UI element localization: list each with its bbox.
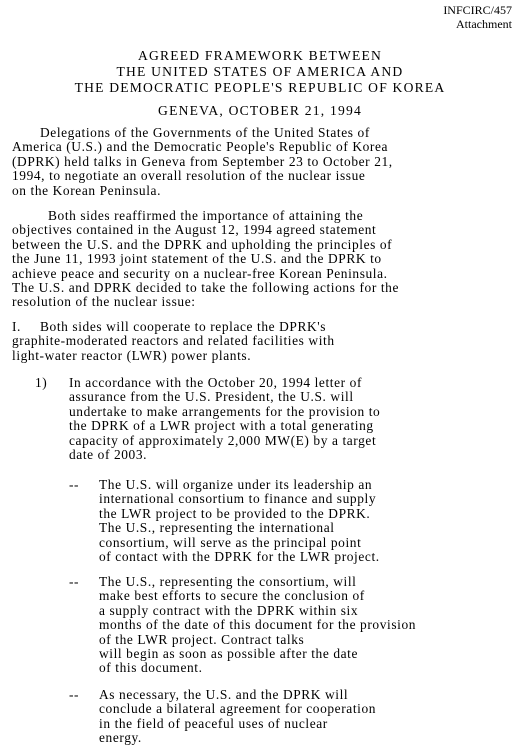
bullet-marker: -- (69, 574, 80, 589)
text-line: As necessary, the U.S. and the DPRK will (99, 687, 349, 702)
text-line: light-water reactor (LWR) power plants. (12, 347, 252, 363)
paragraph-delegations (12, 126, 393, 198)
text-line: The U.S. and DPRK decided to take the following actions for the (12, 280, 399, 296)
bullet-marker: -- (69, 687, 80, 702)
text-line: the DPRK of a LWR project with a total generating (69, 418, 374, 434)
text-line: America (U.S.) and the Democratic People's Republic of Korea (12, 139, 389, 155)
text-line: 1994, to negotiate an overall resolution of the nuclear issue (12, 168, 366, 184)
text-line: between the U.S. and the DPRK and upholding the principles of (12, 236, 393, 252)
bullet-bilateral-agreement-text (99, 688, 376, 746)
text-line: achieve peace and security on a nuclear-free Korean Peninsula. (12, 265, 388, 281)
text-line: conclude a bilateral agreement for cooperation (99, 701, 377, 717)
dateline: GENEVA, OCTOBER 21, 1994 (158, 103, 362, 118)
text-line: assurance from the U.S. President, the U.S. will (69, 389, 354, 405)
item-1-text (69, 376, 380, 462)
paragraph-objectives (12, 209, 399, 310)
reference-code: INFCIRC/457 (443, 3, 512, 17)
title-line: THE UNITED STATES OF AMERICA AND (116, 64, 404, 79)
text-line: make best efforts to secure the conclusion of (99, 588, 365, 604)
text-line: In accordance with the October 20, 1994 letter of (69, 375, 363, 390)
text-line: energy. (99, 730, 142, 746)
text-line: months of the date of this document for the provision (99, 617, 417, 633)
title-line: AGREED FRAMEWORK BETWEEN (137, 48, 383, 63)
text-line: Both sides will cooperate to replace the DPRK's (40, 319, 327, 334)
text-line: international consortium to finance and supply (99, 491, 377, 507)
text-line: objectives contained in the August 12, 1994 agreed statement (12, 222, 377, 238)
document-reference (443, 3, 512, 31)
document-title (0, 48, 520, 96)
text-line: The U.S., representing the consortium, will (99, 574, 357, 589)
text-line: The U.S., representing the international (99, 520, 335, 536)
text-line: the LWR project to be provided to the DPRK. (99, 505, 371, 521)
text-line: graphite-moderated reactors and related facilities with (12, 333, 335, 349)
text-line: will begin as soon as possible after the date (99, 646, 359, 662)
text-line: (DPRK) held talks in Geneva from September 23 to October 21, (12, 153, 393, 169)
text-line: undertake to make arrangements for the provision to (69, 403, 381, 419)
bullet-marker: -- (69, 477, 80, 492)
text-line: on the Korean Peninsula. (12, 182, 162, 198)
text-line: date of 2003. (69, 447, 148, 463)
bullet-supply-contract-text (99, 575, 416, 676)
text-line: Delegations of the Governments of the United States of (40, 125, 370, 140)
text-line: of the LWR project. Contract talks (99, 631, 305, 647)
bullet-consortium-text (99, 478, 380, 564)
item-marker: 1) (35, 375, 48, 390)
text-line: in the field of peaceful uses of nuclear (99, 715, 328, 731)
text-line: Both sides reaffirmed the importance of attaining the (48, 208, 364, 223)
text-line: the June 11, 1993 joint statement of the U.S. and the DPRK to (12, 251, 382, 267)
reference-attachment: Attachment (456, 17, 512, 31)
text-line: consortium, will serve as the principal point (99, 534, 362, 550)
section-1-text (12, 320, 335, 363)
text-line: a supply contract with the DPRK within six (99, 602, 359, 618)
text-line: of contact with the DPRK for the LWR project. (99, 549, 380, 565)
text-line: of this document. (99, 660, 203, 676)
section-marker: I. (12, 319, 22, 334)
text-line: resolution of the nuclear issue: (12, 294, 196, 310)
title-line: THE DEMOCRATIC PEOPLE'S REPUBLIC OF KOREA (74, 80, 446, 95)
text-line: capacity of approximately 2,000 MW(E) by a target (69, 432, 377, 448)
text-line: The U.S. will organize under its leadership an (99, 477, 373, 492)
